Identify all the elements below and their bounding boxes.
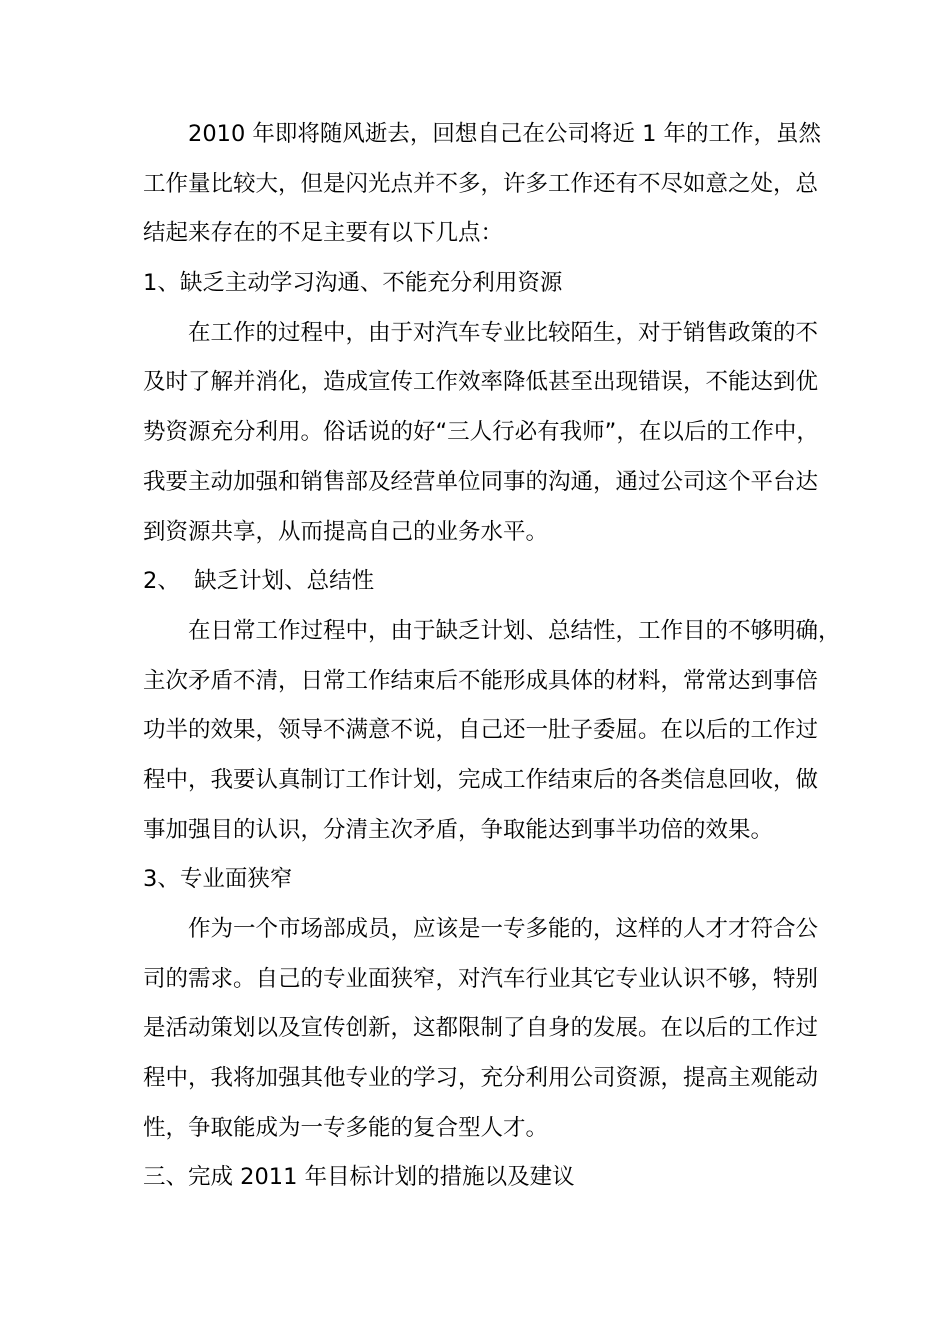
paragraph-line: 在工作的过程中，由于对汽车专业比较陌生，对于销售政策的不 bbox=[188, 319, 819, 346]
paragraph-line: 主次矛盾不清，日常工作结束后不能形成具体的材料，常常达到事倍 bbox=[143, 667, 819, 694]
paragraph-line: 程中，我要认真制订工作计划，完成工作结束后的各类信息回收，做 bbox=[143, 766, 819, 793]
paragraph-line: 功半的效果，领导不满意不说，自己还一肚子委屈。在以后的工作过 bbox=[143, 717, 819, 744]
paragraph-line: 在日常工作过程中，由于缺乏计划、总结性，工作目的不够明确， bbox=[188, 617, 841, 644]
section-heading: 1、缺乏主动学习沟通、不能充分利用资源 bbox=[143, 270, 563, 297]
paragraph-line: 势资源充分利用。俗话说的好“三人行必有我师”，在以后的工作中， bbox=[143, 419, 819, 446]
paragraph-line: 性，争取能成为一专多能的复合型人才。 bbox=[143, 1114, 549, 1141]
paragraph-line: 工作量比较大，但是闪光点并不多，许多工作还有不尽如意之处，总 bbox=[143, 170, 819, 197]
paragraph-line: 结起来存在的不足主要有以下几点： bbox=[143, 220, 504, 247]
paragraph-line: 程中，我将加强其他专业的学习，充分利用公司资源，提高主观能动 bbox=[143, 1065, 819, 1092]
section-heading: 三、完成 2011 年目标计划的措施以及建议 bbox=[143, 1164, 575, 1191]
paragraph-line: 司的需求。自己的专业面狭窄，对汽车行业其它专业认识不够，特别 bbox=[143, 965, 819, 992]
paragraph-line: 事加强目的认识，分清主次矛盾，争取能达到事半功倍的效果。 bbox=[143, 816, 774, 843]
paragraph-line: 是活动策划以及宣传创新，这都限制了自身的发展。在以后的工作过 bbox=[143, 1015, 819, 1042]
section-heading: 2、 缺乏计划、总结性 bbox=[143, 568, 375, 595]
paragraph-line: 作为一个市场部成员，应该是一专多能的，这样的人才才符合公 bbox=[188, 916, 819, 942]
section-heading: 3、专业面狭窄 bbox=[143, 866, 293, 893]
paragraph-line: 2010 年即将随风逝去，回想自己在公司将近 1 年的工作，虽然 bbox=[188, 121, 822, 147]
paragraph-line: 及时了解并消化，造成宣传工作效率降低甚至出现错误，不能达到优 bbox=[143, 369, 819, 396]
document-body bbox=[143, 110, 841, 1203]
paragraph-line: 我要主动加强和销售部及经营单位同事的沟通，通过公司这个平台达 bbox=[143, 468, 819, 495]
paragraph-line: 到资源共享，从而提高自己的业务水平。 bbox=[143, 518, 549, 545]
